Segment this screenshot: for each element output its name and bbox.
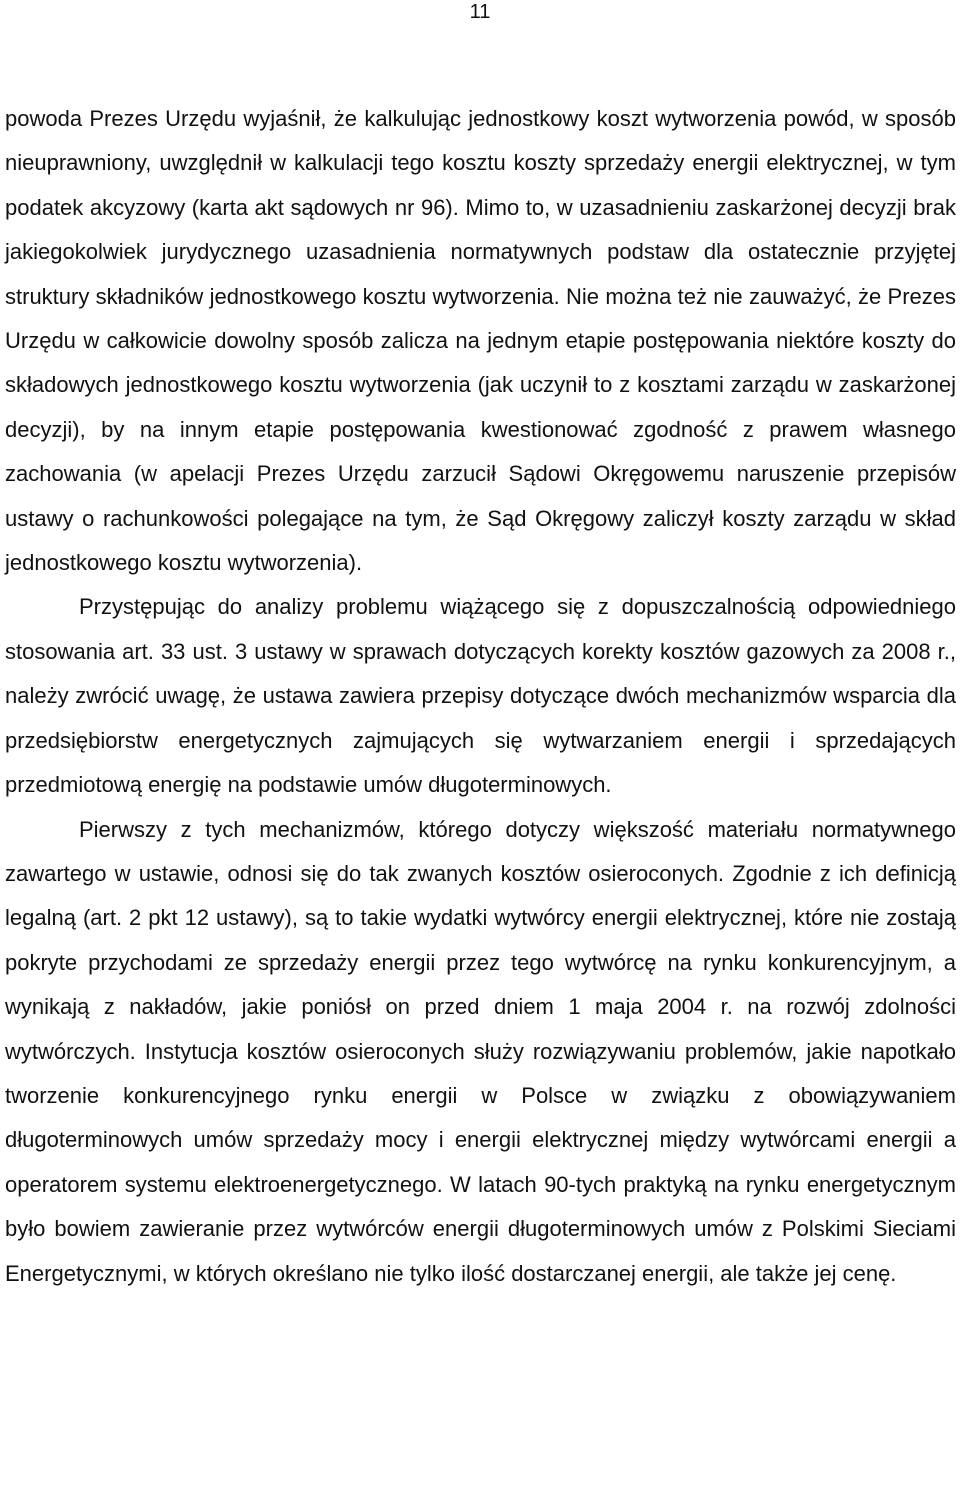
paragraph: Przystępując do analizy problemu wiążącego się z dopuszczalnością odpowiedniego stosowania art. 33 ust. 3 ustawy w sprawach dotyczących korekty kosztów gazowych za 2008 r., należy zwrócić uwagę, że ustawa zawiera przepisy dotyczące dwóch mechanizmów wsparcia dla przedsiębiorstw energetycznych zajmujących się wytwarzaniem energii i sprzedających przedmiotową energię na podstawie umów długoterminowych. [5, 594, 956, 798]
paragraph-continued: powoda Prezes Urzędu wyjaśnił, że kalkulując jednostkowy koszt wytworzenia powód, w sposób nieuprawniony, uwzględnił w kalkulacji tego kosztu koszty sprzedaży energii elektrycznej, w tym podatek akcyzowy (karta akt sądowych nr 96). Mimo to, w uzasadnieniu zaskarżonej decyzji brak jakiegokolwiek jurydycznego uzasadnienia normatywnych podstaw dla ostatecznie przyjętej struktury składników jednostkowego kosztu wytworzenia. Nie można też nie zauważyć, że Prezes Urzędu w całkowicie dowolny sposób zalicza na jednym etapie postępowania niektóre koszty do składowych jednostkowego kosztu wytworzenia (jak uczynił to z kosztami zarządu w zaskarżonej decyzji), by na innym etapie postępowania kwestionować zgodność z prawem własnego zachowania (w apelacji Prezes Urzędu zarzucił Sądowi Okręgowemu naruszenie przepisów ustawy o rachunkowości polegające na tym, że Sąd Okręgowy zaliczył koszty zarządu w skład jednostkowego kosztu wytworzenia). [5, 106, 956, 576]
page-number: 11 [469, 1, 491, 23]
paragraph: Pierwszy z tych mechanizmów, którego dotyczy większość materiału normatywnego zawartego w ustawie, odnosi się do tak zwanych kosztów osieroconych. Zgodnie z ich definicją legalną (art. 2 pkt 12 ustawy), są to takie wydatki wytwórcy energii elektrycznej, które nie zostają pokryte przychodami ze sprzedaży energii przez tego wytwórcę na rynku konkurencyjnym, a wynikają z nakładów, jakie poniósł on przed dniem 1 maja 2004 r. na rozwój zdolności wytwórczych. Instytucja kosztów osieroconych służy rozwiązywaniu problemów, jakie napotkało tworzenie konkurencyjnego rynku energii w Polsce w związku z obowiązywaniem długoterminowych umów sprzedaży mocy i energii elektrycznej między wytwórcami energii a operatorem systemu elektroenergetycznego. W latach 90-tych praktyką na rynku energetycznym było bowiem zawieranie przez wytwórców energii długoterminowych umów z Polskimi Sieciami Energetycznymi, w których określano nie tylko ilość dostarczanej energii, ale także jej cenę. [5, 816, 956, 1286]
document-body [5, 97, 956, 1296]
